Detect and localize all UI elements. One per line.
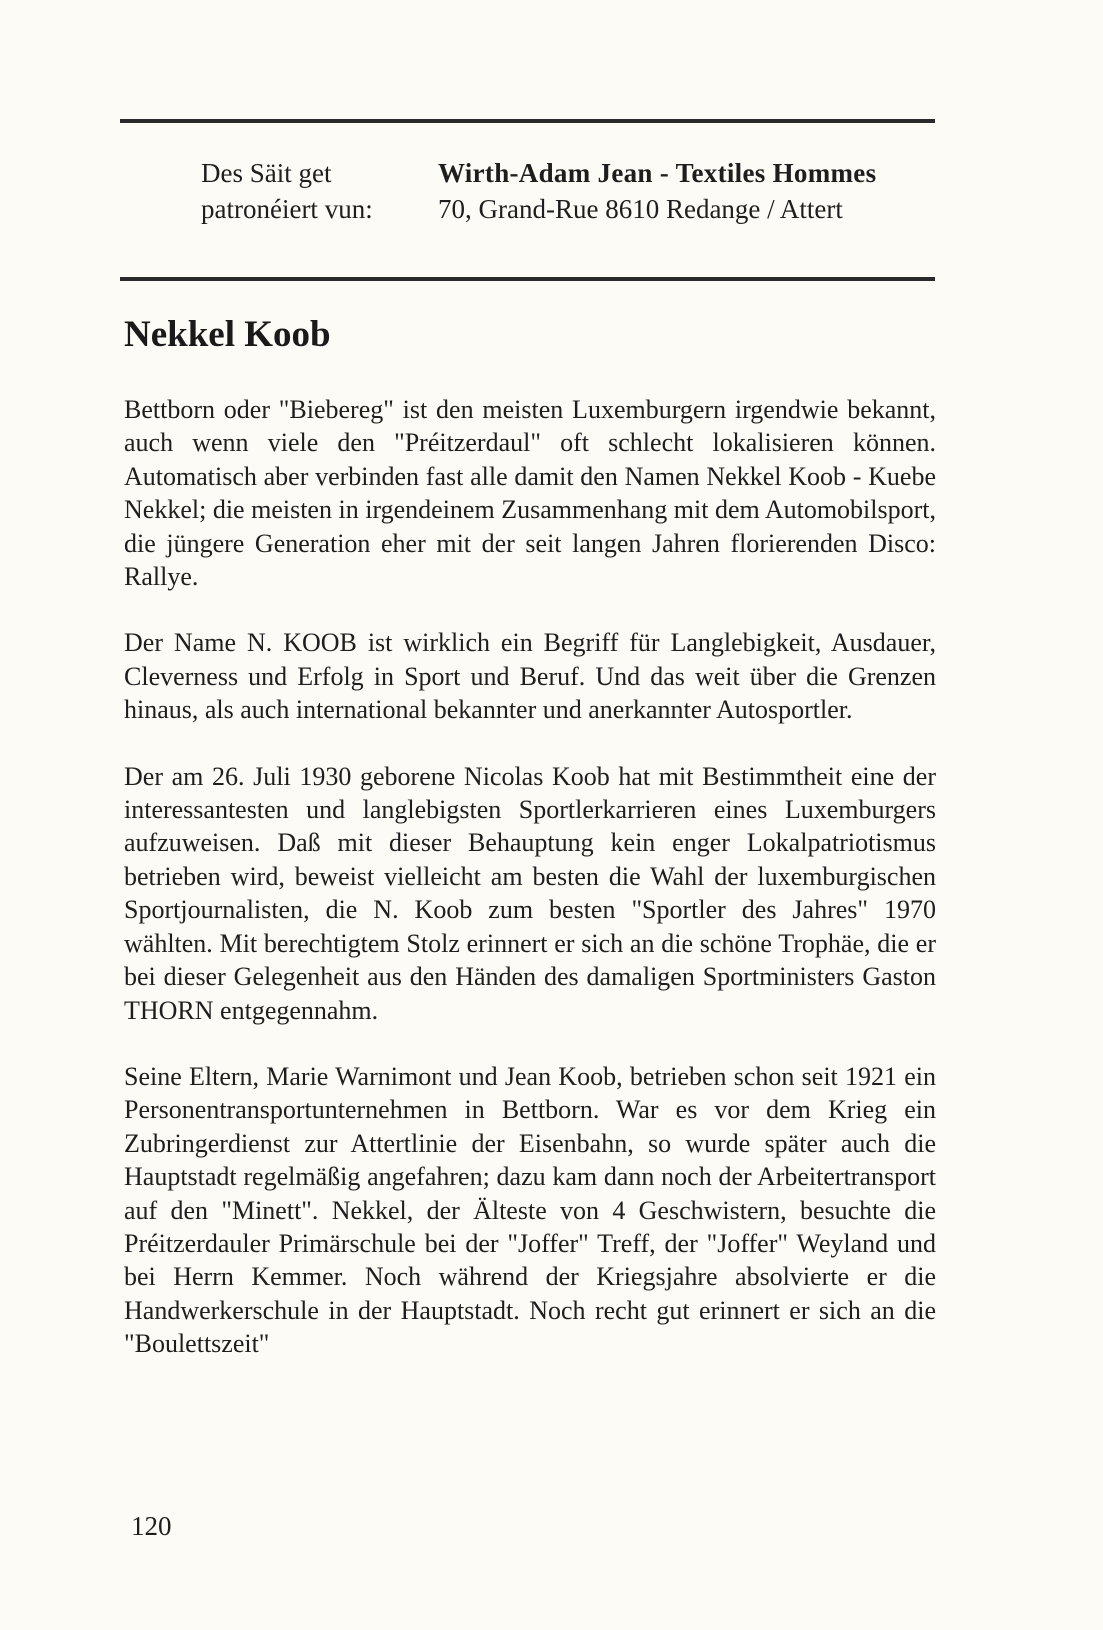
- top-divider: [120, 119, 935, 123]
- paragraph-family: Seine Eltern, Marie Warnimont und Jean Koob, betrieben schon seit 1921 ein Personentransportunternehmen in Bettborn. War es vor dem Krieg ein Zubringerdienst zur Attertlinie der Eisenbahn, so wurde später auch die Hauptstadt regelmäßig angefahren; dazu kam dann noch der Arbeitertransport auf den "Minett". Nekkel, der Älteste von 4 Geschwistern, besuchte die Préitzerdauler Primärschule bei der "Joffer" Treff, der "Joffer" Weyland und bei Herrn Kemmer. Noch während der Kriegsjahre absolvierte er die Handwerkerschule in der Hauptstadt. Noch recht gut erinnert er sich an die "Boulettszeit": [124, 1061, 936, 1359]
- sponsor-name: Wirth-Adam Jean - Textiles Hommes: [438, 158, 877, 188]
- bottom-divider: [120, 277, 935, 281]
- paragraph-name: Der Name N. KOOB ist wirklich ein Begriff für Langlebigkeit, Ausdauer, Cleverness und Erfolg in Sport und Beruf. Und das weit über die Grenzen hinaus, als auch international bekannter und anerkannter Autosportler.: [124, 628, 936, 725]
- sponsor-label: [201, 155, 431, 227]
- page-number: 120: [131, 1511, 172, 1541]
- article-body: [124, 393, 936, 1361]
- sponsor-label-line2: patronéiert vun:: [201, 194, 373, 224]
- paragraph-career: Der am 26. Juli 1930 geborene Nicolas Koob hat mit Bestimmtheit eine der interessantesten und langlebigsten Sportlerkarrieren eines Luxemburgers aufzuweisen. Daß mit dieser Behauptung kein enger Lokalpatriotismus betrieben wird, beweist vielleicht am besten die Wahl der luxemburgischen Sportjournalisten, die N. Koob zum besten "Sportler des Jahres" 1970 wählten. Mit berechtigtem Stolz erinnert er sich an die schöne Trophäe, die er bei dieser Gelegenheit aus den Händen des damaligen Sportministers Gaston THORN entgegennahm.: [124, 761, 936, 1025]
- sponsor-label-line1: Des Säit get: [201, 158, 332, 188]
- article-title: Nekkel Koob: [124, 314, 331, 355]
- paragraph-intro: Bettborn oder "Biebereg" ist den meisten Luxemburgern irgendwie bekannt, auch wenn viele den "Préitzerdaul" oft schlecht lokalisieren können. Automatisch aber verbinden fast alle damit den Namen Nekkel Koob - Kuebe Nekkel; die meisten in irgendeinem Zusammenhang mit dem Automobilsport, die jüngere Generation eher mit der seit langen Jahren florierenden Disco: Rallye.: [124, 395, 936, 592]
- sponsor-info: [438, 155, 918, 227]
- sponsor-address: 70, Grand-Rue 8610 Redange / Attert: [438, 194, 843, 224]
